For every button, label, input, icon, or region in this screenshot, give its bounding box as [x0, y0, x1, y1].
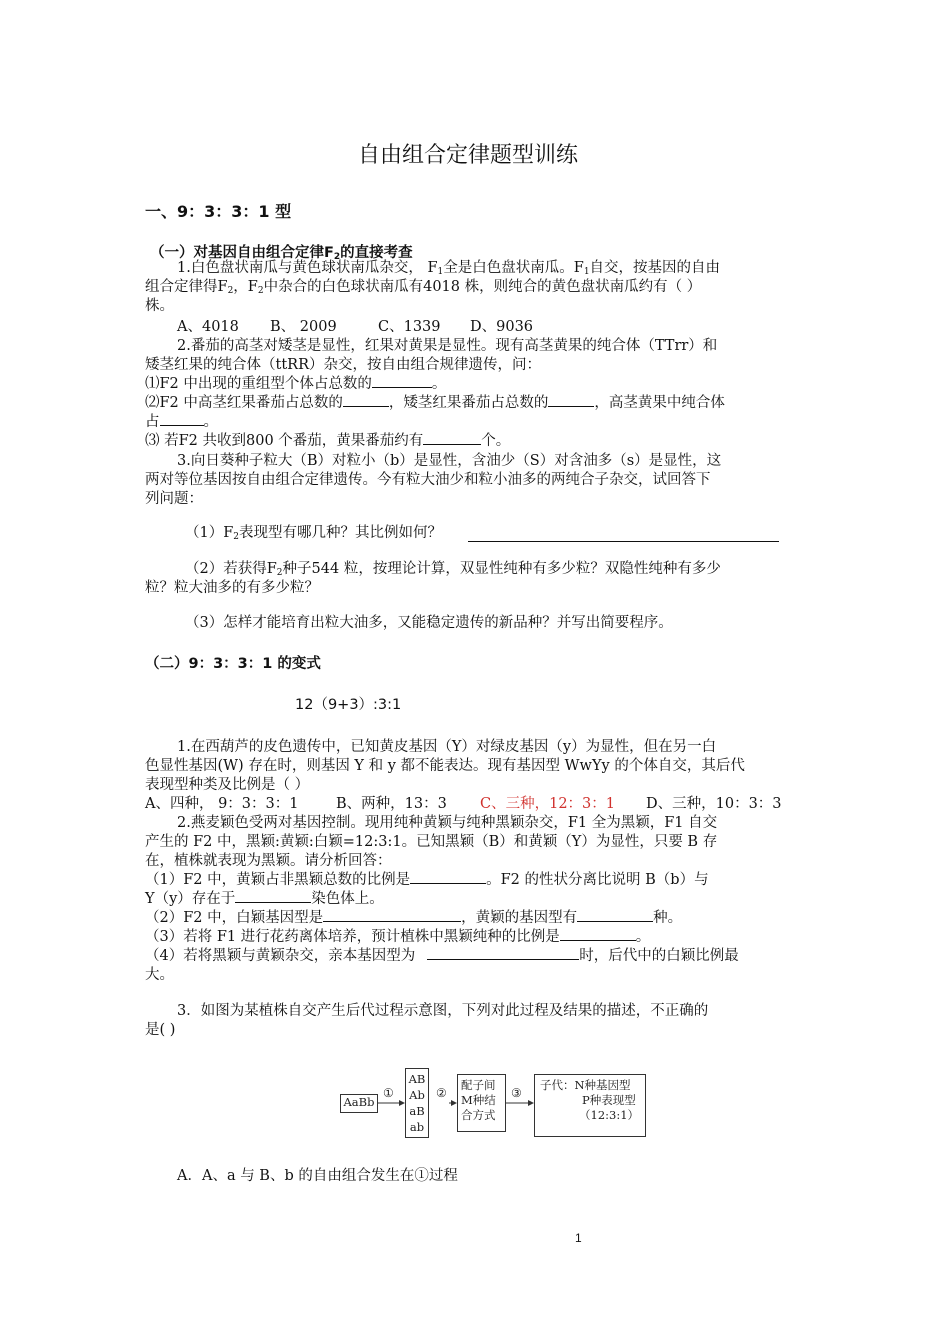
sub-question: 大。 — [145, 967, 174, 983]
gametes-box — [405, 1068, 429, 1138]
sub-question: （2）若获得$F_2$种子544 粒，按理论计算，双显性纯种有多少粒？双隐性纯种有多少 — [185, 561, 721, 578]
sub-question: ⑴F2 中出现的重组型个体占总数的 。 — [145, 376, 447, 392]
gamete: Ab — [409, 1088, 425, 1102]
option-d: D、三种，10：3：3 — [646, 796, 782, 812]
diagram-start-box: AaBb — [340, 1094, 378, 1113]
sub-question: Y（y）存在于 染色体上。 — [145, 891, 384, 907]
sub-question: （3）若将 F1 进行花药离体培养，预计植株中黑颖纯种的比例是 。 — [145, 929, 651, 945]
sub-question: （4）若将黑颖与黄颖杂交，亲本基因型为 时，后代中的白颖比例最 — [145, 948, 739, 964]
option-b: B、 2009 — [270, 319, 337, 335]
gamete: aB — [409, 1104, 425, 1118]
question-line: 2.燕麦颖色受两对基因控制。现用纯种黄颖与纯种黑颖杂交，F1 全为黑颖，F1 自交 — [177, 815, 718, 831]
sub-question: （1）F2 中，黄颖占非黑颖总数的比例是 。F2 的性状分离比说明 B（b）与 — [145, 872, 709, 888]
question-line: 产生的 F2 中，黑颖:黄颖:白颖=12:3:1。已知黑颖（B）和黄颖（Y）为显性，只要 B 存 — [145, 834, 718, 850]
option-a: A．A、a 与 B、b 的自由组合发生在①过程 — [177, 1168, 458, 1184]
subsection-heading: （一）对基因自由组合定律$F_2$的直接考查 — [150, 245, 413, 262]
page-number: 1 — [575, 1231, 582, 1245]
ratio-label: 12（9+3）:3:1 — [295, 697, 402, 713]
sub-question: ⑵F2 中高茎红果番茄占总数的 ，矮茎红果番茄占总数的 ，高茎黄果中纯合体 — [145, 395, 725, 411]
option-d: D、9036 — [470, 319, 534, 335]
sub-question: （2）F2 中，白颖基因型是 ，黄颖的基因型有 种。 — [145, 910, 683, 926]
question-line: 3.向日葵种子粒大（B）对粒小（b）是显性，含油少（S）对含油多（s）是显性，这 — [177, 453, 722, 469]
question-line: 1.白色盘状南瓜与黄色球状南瓜杂交， $F_1$全是白色盘状南瓜。$F_1$自交，按基因的自由 — [177, 260, 721, 277]
combination-box — [457, 1074, 506, 1132]
question-line: 列问题： — [145, 491, 203, 507]
question-line: 表现型种类及比例是（ ） — [145, 777, 310, 793]
sub-question: ⑶ 若F2 共收到800 个番茄，黄果番茄约有 个。 — [145, 433, 511, 449]
question-line: 2.番茄的高茎对矮茎是显性，红果对黄果是显性。现有高茎黄果的纯合体（TTrr）和 — [177, 338, 718, 354]
page-title: 自由组合定律题型训练 — [358, 143, 579, 168]
sub-question: $(1)F_2$表现型有哪几种？其比例如何？ — [185, 525, 443, 542]
step-3-label: ③ — [511, 1086, 522, 1100]
answer-blank — [468, 541, 779, 542]
question-line: 色显性基因(W) 存在时，则基因 Y 和 y 都不能表达。现有基因型 WwYy 的个体自交，其后代 — [145, 758, 745, 774]
gamete: ab — [409, 1120, 425, 1134]
question-line: 组合定律得$F_2$，$F_2$中杂合的白色球状南瓜有4018 株，则纯合的黄色盘状南瓜约有（ ） — [145, 279, 702, 296]
section-heading: 一、9：3：3：1 型 — [145, 202, 292, 221]
combine-line: M种结 — [461, 1093, 496, 1107]
step-1-label: ① — [383, 1086, 394, 1100]
question-line: 是( ) — [145, 1022, 176, 1038]
offspring-box — [534, 1074, 646, 1137]
sub-question: 占 。 — [145, 414, 218, 430]
option-a: A、4018 — [177, 319, 239, 335]
question-line: 1.在西葫芦的皮色遗传中，已知黄皮基因（Y）对绿皮基因（y）为显性，但在另一白 — [177, 739, 717, 755]
question-line: 株。 — [145, 298, 174, 314]
option-c-answer: C、三种，12：3：1 — [480, 796, 615, 812]
combine-line: 合方式 — [461, 1108, 496, 1122]
option-c: C、1339 — [378, 319, 441, 335]
result-line: 子代：N种基因型 — [540, 1078, 631, 1092]
combine-line: 配子间 — [461, 1078, 496, 1092]
step-2-label: ② — [436, 1086, 447, 1100]
option-b: B、两种，13：3 — [336, 796, 447, 812]
question-line: 在，植株就表现为黑颖。请分析回答： — [145, 853, 392, 869]
sub-question: （3）怎样才能培育出粒大油多，又能稳定遗传的新品种？并写出简要程序。 — [185, 615, 673, 631]
gamete: AB — [408, 1072, 426, 1086]
option-a: A、四种， 9：3：3：1 — [145, 796, 299, 812]
question-line: 3．如图为某植株自交产生后代过程示意图，下列对此过程及结果的描述，不正确的 — [177, 1003, 709, 1019]
question-line: 两对等位基因按自由组合定律遗传。今有粒大油少和粒小油多的两纯合子杂交，试回答下 — [145, 472, 711, 488]
result-line: P种表现型 — [582, 1093, 636, 1107]
result-line: （12:3:1） — [579, 1108, 640, 1122]
question-line: 矮茎红果的纯合体（ttRR）杂交，按自由组合规律遗传，问： — [145, 357, 541, 373]
subsection-heading: （二）9：3：3：1 的变式 — [145, 656, 321, 672]
sub-question: 粒？粒大油多的有多少粒？ — [145, 580, 319, 596]
